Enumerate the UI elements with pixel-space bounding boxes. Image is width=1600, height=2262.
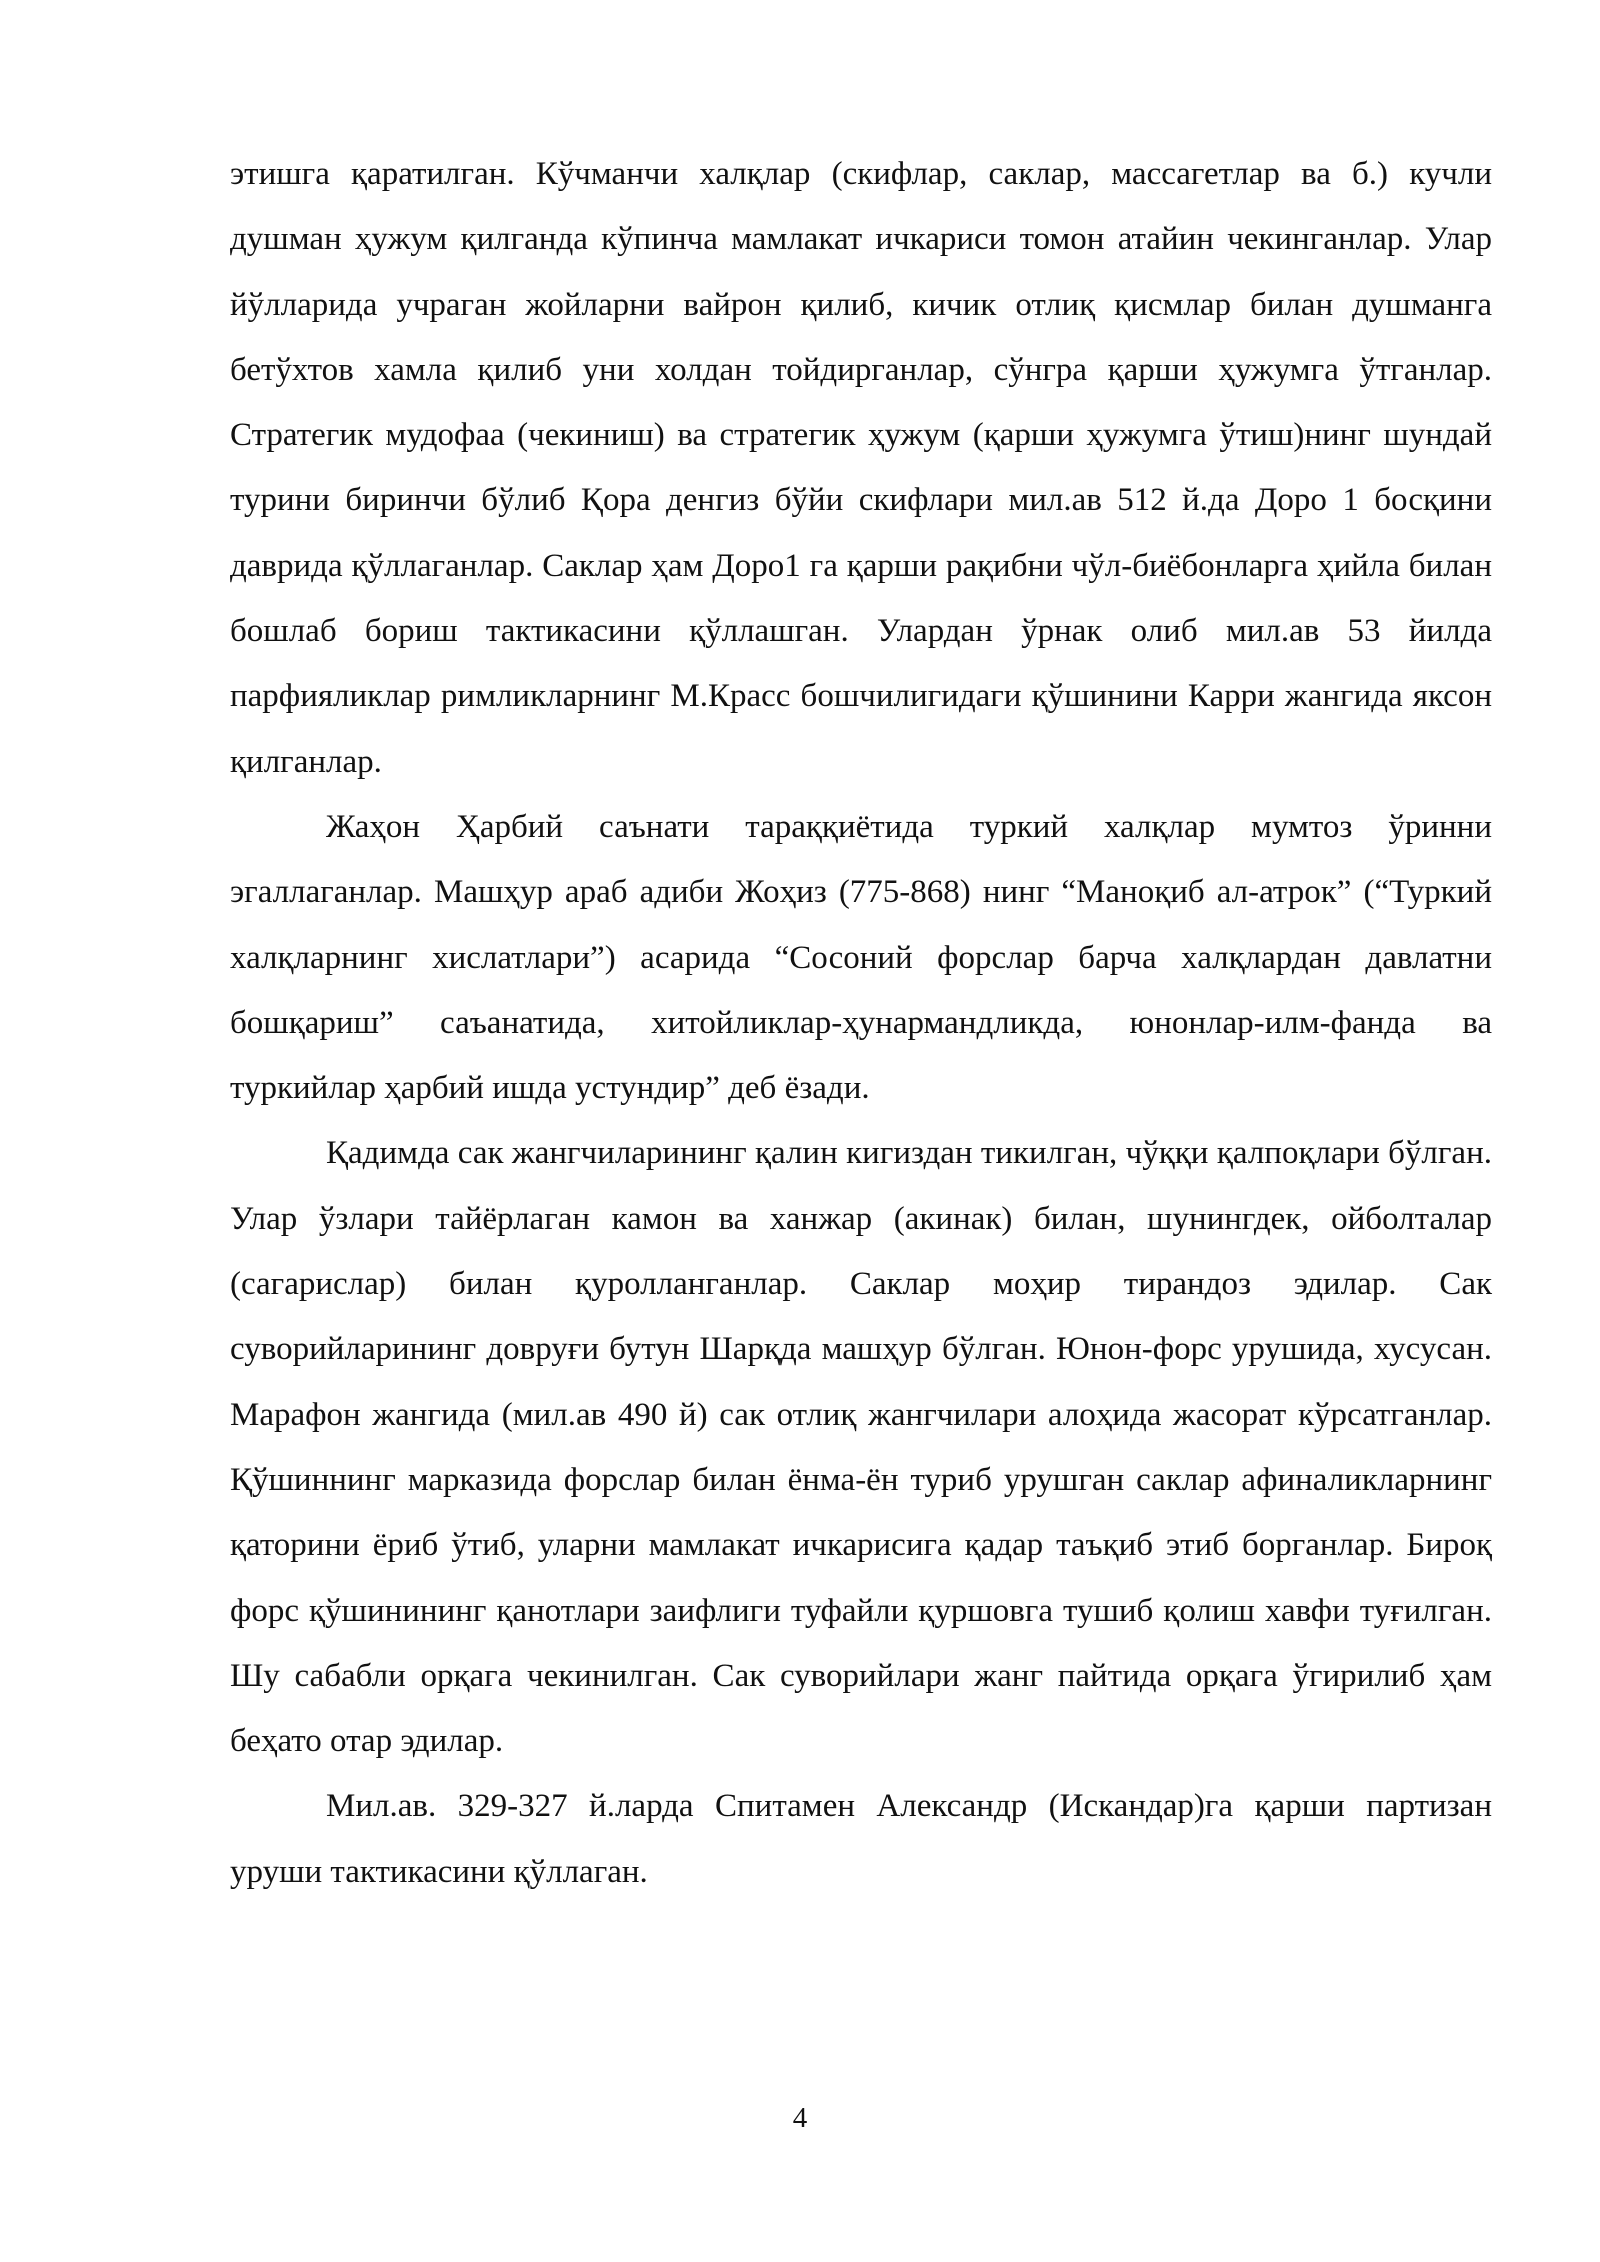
document-page [230, 142, 1492, 1905]
paragraph-4: Мил.ав. 329-327 й.ларда Спитамен Александр (Искандар)га қарши партизан уруши тактикасини қўллаган. [230, 1788, 1492, 1890]
paragraph-1: этишга қаратилган. Кўчманчи халқлар (скифлар, саклар, массагетлар ва б.) кучли душман ҳужум қилганда кўпинча мамлакат ичкариси томон атайин чекинганлар. Улар йўлларида учраган жойларни вайрон қилиб, кичик отлиқ қисмлар билан душманга бетўхтов хамла қилиб уни холдан тойдирганлар, сўнгра қарши ҳужумга ўтганлар. Стратегик мудофаа (чекиниш) ва стратегик ҳужум (қарши ҳужумга ўтиш)нинг шундай турини биринчи бўлиб Қора денгиз бўйи скифлари мил.ав 512 й.да Доро 1 босқини даврида қўллаганлар. Саклар ҳам Доро1 га қарши рақибни чўл-биёбонларга ҳийла билан бошлаб бориш тактикасини қўллашган. Улардан ўрнак олиб мил.ав 53 йилда парфияликлар римликларнинг М.Красс бошчилигидаги қўшинини Карри жангида яксон қилганлар. [230, 156, 1492, 780]
paragraph-3: Қадимда сак жангчиларининг қалин кигиздан тикилган, чўққи қалпоқлари бўлган. Улар ўзлари тайёрлаган камон ва ханжар (акинак) билан, шунингдек, ойболталар (сагарислар) билан қуролланганлар. Саклар моҳир тирандоз эдилар. Сак суворийларининг довруғи бутун Шарқда машҳур бўлган. Юнон-форс урушида, хусусан. Марафон жангида (мил.ав 490 й) сак отлиқ жангчилари алоҳида жасорат кўрсатганлар. Қўшиннинг марказида форслар билан ёнма-ён туриб урушган саклар афиналикларнинг қаторини ёриб ўтиб, уларни мамлакат ичкарисига қадар таъқиб этиб борганлар. Бироқ форс қўшинининг қанотлари заифлиги туфайли қуршовга тушиб қолиш хавфи туғилган. Шу сабабли орқага чекинилган. Сак суворийлари жанг пайтида орқага ўгирилиб ҳам беҳато отар эдилар. [230, 1135, 1492, 1760]
page-number: 4 [792, 2102, 808, 2134]
paragraph-2: Жаҳон Ҳарбий саънати тараққиётида туркий халқлар мумтоз ўринни эгаллаганлар. Машҳур араб адиби Жоҳиз (775-868) нинг “Маноқиб ал-атрок” (“Туркий халқларнинг хислатлари”) асарида “Сосоний форслар барча халқлардан давлатни бошқариш” саъанатида, хитойликлар-ҳунармандликда, юнонлар-илм-фанда ва туркийлар ҳарбий ишда устундир” деб ёзади. [230, 808, 1492, 1107]
